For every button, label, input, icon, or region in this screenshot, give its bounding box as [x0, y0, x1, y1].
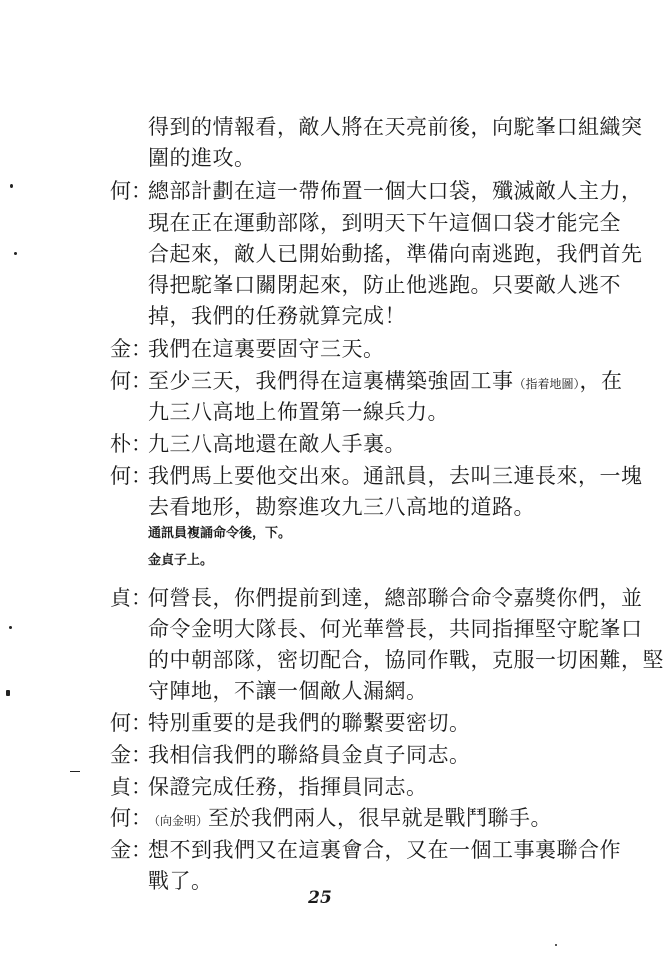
text-line: 掉，我們的任務就算完成！: [148, 304, 406, 328]
text-line: 特別重要的是我們的聯繫要密切。: [148, 711, 471, 735]
dialogue-text: 至於我們兩人，很早就是戰鬥聯手。: [208, 806, 553, 830]
stage-direction: 金貞子上。: [148, 553, 214, 568]
text-line: 我們在這裏要固守三天。: [148, 337, 385, 361]
text-line: 圍的進攻。: [148, 146, 256, 170]
stage-note: （向金明）: [148, 814, 209, 828]
speaker-label: 貞：: [110, 586, 152, 610]
text-line: 戰了。: [148, 869, 213, 893]
text-line: 總部計劃在這一帶佈置一個大口袋，殲滅敵人主力，: [148, 179, 643, 203]
text-line: [148, 803, 606, 833]
speaker-label: 貞：: [110, 775, 152, 799]
text-line: 得到的情報看，敵人將在天亮前後，向駝峯口組織突: [148, 115, 643, 139]
text-line: 想不到我們又在這裏會合，又在一個工事裏聯合作: [148, 838, 621, 862]
page-number: 25: [308, 888, 332, 908]
text-line: 合起來，敵人已開始動搖，準備向南逃跑，我們首先: [148, 242, 643, 266]
speaker-label: 金：: [110, 838, 152, 862]
text-line: 得把駝峯口關閉起來，防止他逃跑。只要敵人逃不: [148, 273, 621, 297]
text-line: 九三八高地還在敵人手裏。: [148, 432, 406, 456]
speaker-label: 何：: [110, 179, 152, 203]
speaker-label: 金：: [110, 337, 152, 361]
scan-speck: [10, 184, 13, 188]
speaker-label: 朴：: [110, 432, 152, 456]
text-line: 我們馬上要他交出來。通訊員，去叫三連長來，一塊: [148, 464, 643, 488]
text-line: 守陣地，不讓一個敵人漏網。: [148, 679, 428, 703]
text-line: 保證完成任務，指揮員同志。: [148, 775, 428, 799]
scan-speck: [6, 690, 10, 696]
dialogue-text: ，在: [579, 369, 623, 393]
speaker-label: 何：: [110, 711, 152, 735]
text-line: 現在正在運動部隊，到明天下午這個口袋才能完全: [148, 211, 621, 235]
scan-speck: [14, 252, 17, 255]
text-line: 九三八高地上佈置第一線兵力。: [148, 400, 449, 424]
text-line: 的中朝部隊，密切配合，協同作戰，克服一切困難，堅: [148, 648, 664, 672]
speaker-label: 何：: [110, 369, 152, 393]
text-line: [148, 366, 623, 396]
scan-speck: [9, 626, 12, 629]
speaker-label: 金：: [110, 743, 152, 767]
text-line: 何營長，你們提前到達，總部聯合命令嘉獎你們，並: [148, 586, 643, 610]
dialogue-text: 至少三天，我們得在這裏構築強固工事: [148, 369, 514, 393]
text-line: 我相信我們的聯絡員金貞子同志。: [148, 743, 471, 767]
speaker-label: 何：: [110, 464, 152, 488]
speaker-label: 何：: [110, 806, 152, 830]
scan-speck: [70, 771, 80, 772]
stage-note: （指着地圖）: [513, 377, 580, 391]
scan-speck: [555, 944, 557, 946]
stage-direction: 通訊員複誦命令後，下。: [148, 526, 292, 541]
text-line: 去看地形，勘察進攻九三八高地的道路。: [148, 495, 535, 519]
text-line: 命令金明大隊長、何光華營長，共同指揮堅守駝峯口: [148, 617, 643, 641]
